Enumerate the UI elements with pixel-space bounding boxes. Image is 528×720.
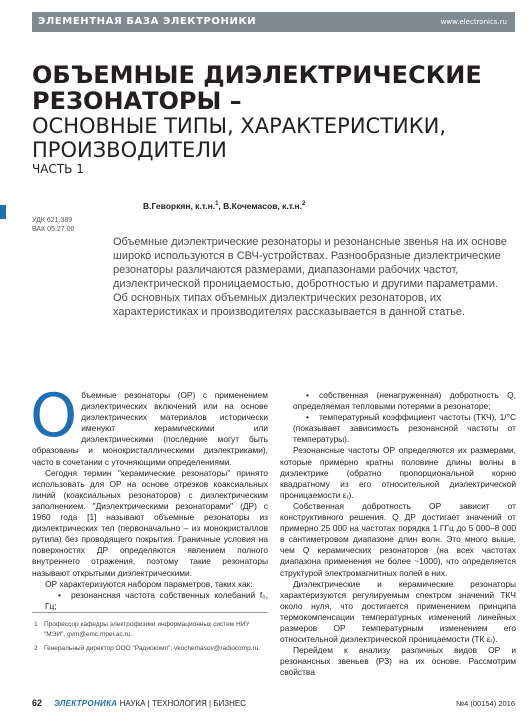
- footnote-text: Генеральный директор ООО "Радиокомп", vkochemasov@radiocomp.ru.: [44, 645, 261, 652]
- bullet-icon: •: [306, 390, 309, 400]
- left-column: [30, 381, 268, 612]
- bullet-item: [280, 390, 516, 412]
- footnote-text: Профессор кафедры электрофизики информационных систем НИУ "МЭИ", gvm@emc.mpei.ac.ru.: [44, 621, 250, 638]
- issue-number: №4 (00154) 2016: [456, 699, 515, 708]
- bullet-text: собственная (ненагруженная) добротность Q, определяемая тепловыми потерями в резонаторе;: [293, 390, 516, 412]
- footnote: [32, 620, 268, 639]
- bullet-icon: •: [58, 589, 61, 600]
- magazine-rubrics: НАУКА | ТЕХНОЛОГИЯ | БИЗНЕС: [117, 699, 247, 708]
- article-part: ЧАСТЬ 1: [32, 162, 84, 176]
- paragraph: [30, 381, 268, 468]
- paragraph: ОР характеризуются набором параметров, таких как:: [45, 578, 253, 589]
- footnotes: [32, 612, 268, 659]
- bullet-item: [280, 412, 516, 445]
- page-footer: [32, 698, 515, 710]
- paragraph: Сегодня термин "керамические резонаторы" принято использовать для ОР на основе отрезков коаксиальных линий (коаксиальных резонаторов) с диэлектрическим заполнением. "Диэлектрическими резонаторами" (ДР) с 1960 года [1] называют объемные резонаторы из диэлектрических тел (первоначально – из монокристаллов рутила) без проводящего покрытия. Граничные условия на поверхностях ДР определяются явлением полного внутреннего отражения, поэтому такие резонаторы называют открытыми диэлектрическими.: [32, 467, 268, 578]
- title-line: РЕЗОНАТОРЫ –: [32, 87, 242, 115]
- authors: В.Геворкян, к.т.н.$^1$, В.Кочемасов, к.т.н.$^2$: [143, 201, 306, 211]
- article-title-light: [32, 114, 512, 162]
- website-url[interactable]: www.electronics.ru: [440, 18, 507, 26]
- paragraph: Перейдем к анализу различных видов ОР и резонансных звеньев (РЗ) на их основе. Рассмотрим свойства: [280, 645, 516, 678]
- magazine-line: [54, 699, 246, 708]
- magazine-name: ЭЛЕКТРОНИКА: [54, 699, 118, 708]
- title-line: ОСНОВНЫЕ ТИПЫ, ХАРАКТЕРИСТИКИ,: [32, 114, 447, 138]
- author-2-note: 2: [302, 201, 306, 208]
- abstract: Объемные диэлектрические резонаторы и резонансные звенья на их основе широко используются в СВЧ-устройствах. Разнообразные диэлектрические резонаторы различаются размерами, диапазонами рабочих частот, диэлектрической проницаемостью, добротностью и другими параметрами. Об основных типах объемных диэлектрических резонаторов, их характеристиках и производителях рассказывается в данной статье.: [113, 236, 507, 319]
- footnote-number: 2: [34, 645, 38, 652]
- bullet-text: температурный коэффициент частоты (ТКЧ), 1/°С (показывает зависимость резонансной частоты от температуры).: [293, 412, 516, 445]
- page-number: 62: [32, 698, 43, 708]
- paragraph: Собственная добротность ОР зависит от конструктивного решения. Q ДР достигает значений от примерно 25 000 на частотах порядка 1 ГГц до 5 000–8 000 в сантиметровом диапазоне длин волн. Это много выше, чем Q керамических резонаторов (на всех частотах диапазона применения не более ~1000), что определяется структурой электромагнитных полей в них.: [280, 500, 516, 578]
- drop-cap: О: [30, 381, 78, 451]
- bullet-icon: •: [306, 412, 309, 423]
- section-title: ЭЛЕМЕНТНАЯ БАЗА ЭЛЕКТРОНИКИ: [38, 16, 257, 27]
- author-2: В.Кочемасов, к.т.н.: [223, 201, 303, 211]
- bullet-text: резонансная частота собственных колебаний f₀, Гц;: [45, 589, 268, 611]
- paragraph: Диэлектрические и керамические резонаторы характеризуются регулируемым спектром значений ТКЧ около нуля, что достигается применением принципа термокомпенсации температурных изменений линейных размеров ОР температурным изменением его относительной диэлектрической проницаемости (ТК εᵣ).: [280, 578, 516, 645]
- paragraph: Резонансные частоты ОР определяются их размерами, которые примерно кратны половине длины волны в диэлектрике (обратно пропорциональной корню квадратному из его относительной диэлектрической проницаемости εᵣ).: [280, 445, 516, 500]
- article-title-bold: [32, 62, 512, 114]
- bullet-item: [32, 590, 268, 612]
- udk-code: УДК 621.389: [32, 217, 73, 224]
- vak-code: ВАК 05.27.00: [32, 226, 75, 233]
- title-line: ОБЪЕМНЫЕ ДИЭЛЕКТРИЧЕСКИЕ: [32, 61, 482, 89]
- right-column: [280, 390, 516, 678]
- title-line: ПРОИЗВОДИТЕЛИ: [32, 138, 227, 162]
- footnote-number: 1: [34, 621, 38, 628]
- edge-marker: [0, 205, 6, 219]
- classification-codes: [32, 216, 74, 234]
- paragraph-text: бъемные резонаторы (ОР) с применением диэлектрических включений или на основе диэлектрических материалов исторически именуют керамическими или диэлектрическими (последние могут быть образованы и монокристаллическими диэлектриками), часто в сочетании с уточняющими определениями.: [32, 390, 268, 467]
- author-1: В.Геворкян, к.т.н.: [143, 201, 216, 211]
- footnote: [32, 644, 268, 654]
- section-header-bar: [32, 12, 515, 32]
- author-1-note: 1: [215, 201, 219, 208]
